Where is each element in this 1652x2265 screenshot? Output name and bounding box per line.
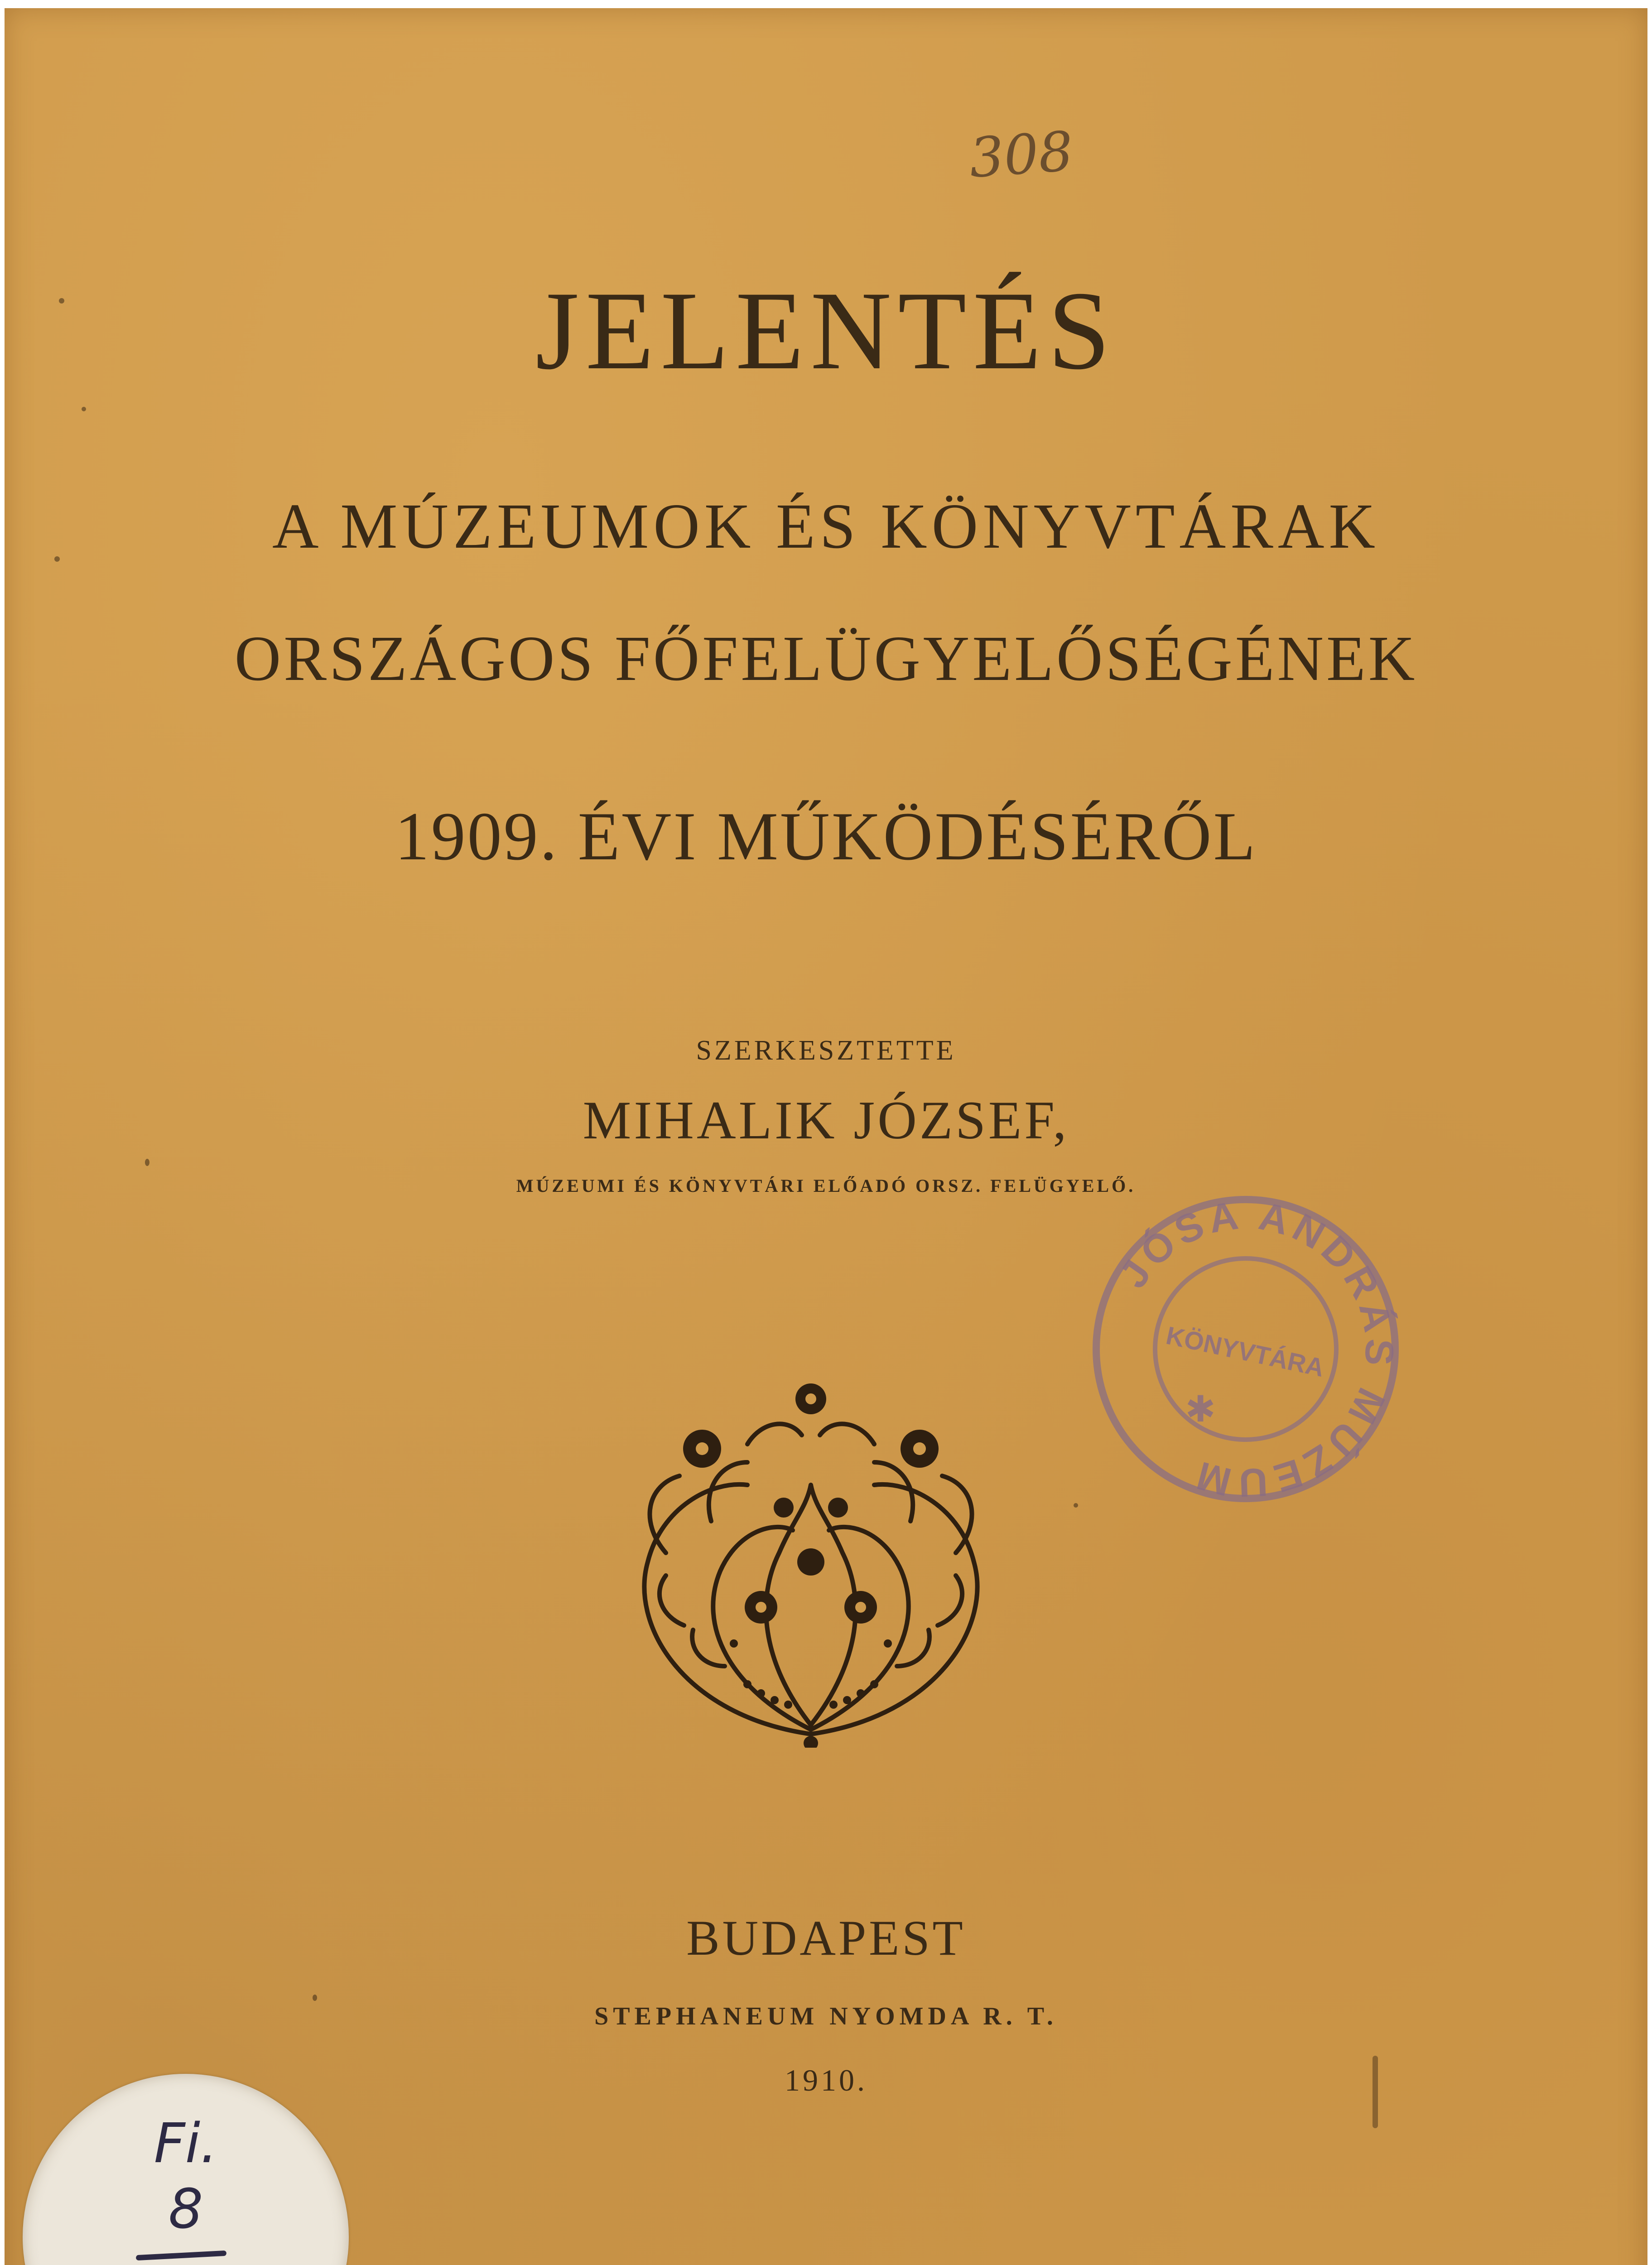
page-title: JELENTÉS [535, 268, 1117, 393]
editor-role: MÚZEUMI ÉS KÖNYVTÁRI ELŐADÓ ORSZ. FELÜGYELŐ. [516, 1176, 1136, 1196]
shelf-label [23, 2074, 349, 2265]
floral-vignette-icon [612, 1372, 1010, 1748]
editor-name: MIHALIK JÓZSEF, [583, 1090, 1069, 1150]
shelf-label-line-2: 8 [168, 2178, 203, 2241]
library-stamp [1083, 1186, 1409, 1512]
paper-speck [313, 1995, 317, 2001]
paper-speck [1074, 1503, 1078, 1508]
shelf-label-line-1: Fi. [154, 2112, 218, 2175]
printer-name: STEPHANEUM NYOMDA R. T. [594, 2002, 1058, 2030]
subtitle-line-1: A MÚZEUMOK ÉS KÖNYVTÁRAK [272, 490, 1380, 562]
book-cover [5, 8, 1647, 2265]
stamp-inner-text: KÖNYVTÁRA [1163, 1320, 1327, 1383]
shelf-label-divider [136, 2251, 226, 2260]
paper-speck [145, 1159, 149, 1166]
subtitle-line-3: 1909. ÉVI MŰKÖDÉSÉRŐL [395, 798, 1257, 874]
publication-year: 1910. [785, 2063, 867, 2097]
paper-speck [82, 407, 86, 411]
paper-speck [54, 556, 60, 562]
paper-speck [59, 298, 64, 304]
publication-city: BUDAPEST [686, 1910, 966, 1966]
subtitle-line-2: ORSZÁGOS FŐFELÜGYELŐSÉGÉNEK [234, 622, 1418, 694]
handwritten-note: 308 [967, 120, 1075, 190]
edited-by-label: SZERKESZTETTE [696, 1035, 956, 1066]
paper-speck [1373, 2056, 1378, 2128]
stamp-text: JÓSA ANDRÁS MÚZEUM [1110, 1192, 1403, 1506]
stamp-star-icon: ✱ [1185, 1388, 1216, 1430]
